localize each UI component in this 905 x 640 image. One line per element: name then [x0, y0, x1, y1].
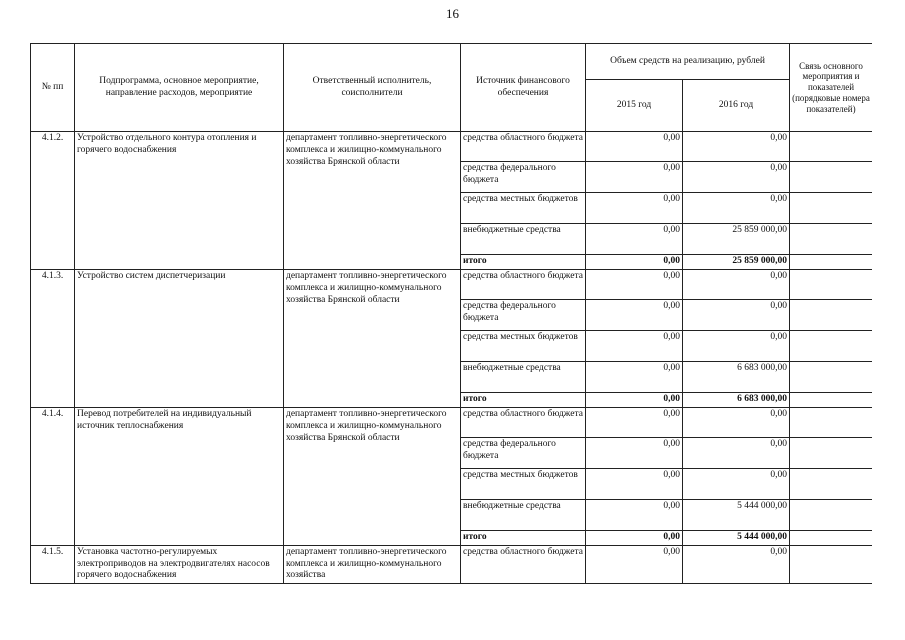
- indicator-link: [790, 330, 872, 361]
- amount-2016: 0,00: [683, 132, 790, 162]
- header-executor: Ответственный исполнитель, соисполнители: [284, 44, 461, 132]
- indicator-link: [790, 361, 872, 392]
- funding-source: средства местных бюджетов: [461, 193, 586, 224]
- table-body: [31, 132, 873, 584]
- header-link: Связь основного мероприятия и показателей (порядковые номера показателей): [790, 44, 872, 132]
- amount-2016: 6 683 000,00: [683, 361, 790, 392]
- amount-2015: 0,00: [586, 468, 683, 499]
- funding-source: средства федерального бюджета: [461, 437, 586, 468]
- funding-source: внебюджетные средства: [461, 361, 586, 392]
- amount-2016: 0,00: [683, 437, 790, 468]
- table-row: [31, 545, 873, 584]
- amount-2016: 25 859 000,00: [683, 224, 790, 255]
- item-number: 4.1.4.: [31, 407, 75, 545]
- amount-2015: 0,00: [586, 530, 683, 545]
- indicator-link: [790, 392, 872, 407]
- item-program: Перевод потребителей на индивидуальный источник теплоснабжения: [75, 407, 284, 545]
- amount-2016: 5 444 000,00: [683, 499, 790, 530]
- item-executor: департамент топливно-энергетического комплекса и жилищно-коммунального хозяйства: [284, 545, 461, 584]
- amount-2015: 0,00: [586, 392, 683, 407]
- amount-2016: 25 859 000,00: [683, 255, 790, 270]
- amount-2015: 0,00: [586, 437, 683, 468]
- amount-2015: 0,00: [586, 193, 683, 224]
- indicator-link: [790, 162, 872, 193]
- page-number: 16: [446, 6, 459, 21]
- funding-source: средства областного бюджета: [461, 545, 586, 584]
- table-row: [31, 407, 873, 437]
- item-program: Устройство систем диспетчеризации: [75, 269, 284, 407]
- header-year-2016: 2016 год: [683, 80, 790, 132]
- amount-2016: 0,00: [683, 269, 790, 299]
- amount-2015: 0,00: [586, 361, 683, 392]
- amount-2015: 0,00: [586, 499, 683, 530]
- indicator-link: [790, 545, 872, 584]
- funding-source: внебюджетные средства: [461, 499, 586, 530]
- indicator-link: [790, 530, 872, 545]
- item-program: Устройство отдельного контура отопления и горячего водоснабжения: [75, 132, 284, 270]
- item-executor: департамент топливно-энергетического комплекса и жилищно-коммунального хозяйства Брянской области: [284, 132, 461, 270]
- indicator-link: [790, 468, 872, 499]
- indicator-link: [790, 437, 872, 468]
- indicator-link: [790, 193, 872, 224]
- header-number: № пп: [31, 44, 75, 132]
- header-source: Источник финансового обеспечения: [461, 44, 586, 132]
- funding-source: итого: [461, 255, 586, 270]
- funding-source: внебюджетные средства: [461, 224, 586, 255]
- item-number: 4.1.2.: [31, 132, 75, 270]
- amount-2016: 0,00: [683, 468, 790, 499]
- table-row: [31, 269, 873, 299]
- amount-2016: 5 444 000,00: [683, 530, 790, 545]
- table-row: [31, 132, 873, 162]
- item-executor: департамент топливно-энергетического комплекса и жилищно-коммунального хозяйства Брянской области: [284, 407, 461, 545]
- item-executor: департамент топливно-энергетического комплекса и жилищно-коммунального хозяйства Брянской области: [284, 269, 461, 407]
- amount-2015: 0,00: [586, 407, 683, 437]
- amount-2015: 0,00: [586, 224, 683, 255]
- amount-2016: 0,00: [683, 162, 790, 193]
- item-program: Установка частотно-регулируемых электроприводов на электродвигателях насосов горячего водоснабжения: [75, 545, 284, 584]
- amount-2016: 0,00: [683, 299, 790, 330]
- indicator-link: [790, 255, 872, 270]
- funding-source: итого: [461, 530, 586, 545]
- amount-2015: 0,00: [586, 255, 683, 270]
- indicator-link: [790, 299, 872, 330]
- item-number: 4.1.3.: [31, 269, 75, 407]
- amount-2016: 0,00: [683, 330, 790, 361]
- budget-table: [30, 43, 872, 584]
- amount-2016: 6 683 000,00: [683, 392, 790, 407]
- indicator-link: [790, 269, 872, 299]
- funding-source: средства федерального бюджета: [461, 162, 586, 193]
- amount-2015: 0,00: [586, 162, 683, 193]
- header-volume: Объем средств на реализацию, рублей: [586, 44, 790, 80]
- amount-2016: 0,00: [683, 407, 790, 437]
- amount-2016: 0,00: [683, 545, 790, 584]
- amount-2015: 0,00: [586, 269, 683, 299]
- header-year-2015: 2015 год: [586, 80, 683, 132]
- item-number: 4.1.5.: [31, 545, 75, 584]
- funding-source: средства областного бюджета: [461, 407, 586, 437]
- amount-2015: 0,00: [586, 330, 683, 361]
- amount-2016: 0,00: [683, 193, 790, 224]
- amount-2015: 0,00: [586, 132, 683, 162]
- funding-source: средства областного бюджета: [461, 132, 586, 162]
- indicator-link: [790, 132, 872, 162]
- funding-source: итого: [461, 392, 586, 407]
- header-program: Подпрограмма, основное мероприятие, направление расходов, мероприятие: [75, 44, 284, 132]
- funding-source: средства местных бюджетов: [461, 468, 586, 499]
- budget-table-wrapper: [30, 43, 872, 585]
- indicator-link: [790, 499, 872, 530]
- amount-2015: 0,00: [586, 545, 683, 584]
- funding-source: средства местных бюджетов: [461, 330, 586, 361]
- amount-2015: 0,00: [586, 299, 683, 330]
- indicator-link: [790, 407, 872, 437]
- funding-source: средства федерального бюджета: [461, 299, 586, 330]
- funding-source: средства областного бюджета: [461, 269, 586, 299]
- indicator-link: [790, 224, 872, 255]
